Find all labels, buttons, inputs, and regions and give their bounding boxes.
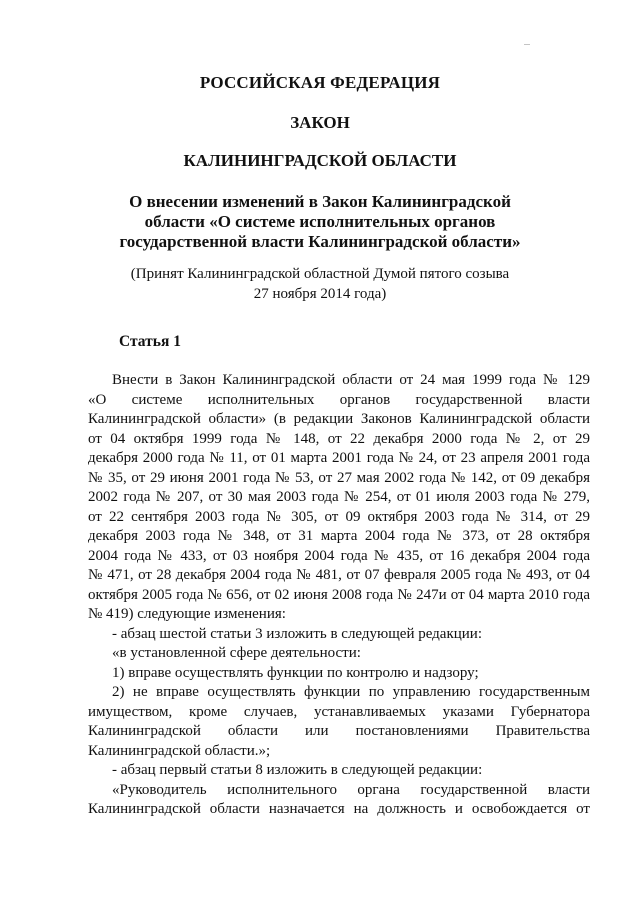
body-line: декабря 2003 года № 348, от 31 марта 2004 года № 373, от 28 октября bbox=[88, 528, 590, 544]
law-title-line: области «О системе исполнительных органов bbox=[144, 212, 496, 231]
scan-mark: ... bbox=[524, 38, 530, 47]
law-title-line: О внесении изменений в Закон Калининградской bbox=[129, 192, 511, 211]
body-line: «О системе исполнительных органов государственной власти bbox=[88, 391, 590, 408]
article-heading: Статья 1 bbox=[119, 333, 181, 350]
law-title-line: государственной власти Калининградской области» bbox=[119, 232, 521, 251]
body-line: октября 2005 года № 656, от 02 июня 2008 года № 247и от 04 марта 2010 года bbox=[88, 586, 590, 603]
body-line: Калининградской области» (в редакции Законов Калининградской области bbox=[88, 411, 590, 427]
body-line: от 22 сентября 2003 года № 305, от 09 октября 2003 года № 314, от 29 bbox=[88, 508, 590, 525]
body-line: № 419) следующие изменения: bbox=[88, 606, 286, 622]
body-line: № 471, от 28 декабря 2004 года № 481, от 07 февраля 2005 года № 493, от 04 bbox=[88, 567, 590, 583]
adoption-note-line: (Принят Калининградской областной Думой пятого созыва bbox=[130, 266, 510, 282]
body-line: 2) не вправе осуществлять функции по управлению государственным bbox=[112, 684, 590, 700]
body-line: № 35, от 29 июня 2001 года № 53, от 27 мая 2002 года № 142, от 09 декабря bbox=[88, 469, 590, 486]
body-line: Калининградской области или постановлениями Правительства bbox=[88, 723, 590, 739]
body-line: - абзац первый статьи 8 изложить в следующей редакции: bbox=[112, 762, 483, 778]
body-line: «Руководитель исполнительного органа государственной власти bbox=[112, 781, 590, 798]
body-line: «в установленной сфере деятельности: bbox=[112, 645, 361, 661]
body-line: 1) вправе осуществлять функции по контролю и надзору; bbox=[112, 664, 479, 681]
adoption-note-line: 27 ноября 2014 года) bbox=[253, 286, 387, 302]
body-line: Калининградской области.»; bbox=[88, 742, 271, 759]
body-line: 2002 года № 207, от 30 мая 2003 года № 254, от 01 июля 2003 года № 279, bbox=[88, 489, 590, 505]
body-line: декабря 2000 года № 11, от 01 марта 2001 года № 24, от 23 апреля 2001 года bbox=[88, 450, 590, 466]
header-region: КАЛИНИНГРАДСКОЙ ОБЛАСТИ bbox=[183, 151, 457, 170]
header-doc-type: ЗАКОН bbox=[290, 113, 350, 132]
body-line: Внести в Закон Калининградской области от 24 мая 1999 года № 129 bbox=[112, 372, 590, 388]
body-line: Калининградской области назначается на должность и освобождается от bbox=[88, 801, 590, 817]
body-line: 2004 года № 433, от 03 ноября 2004 года № 435, от 16 декабря 2004 года bbox=[88, 547, 590, 564]
header-country: РОССИЙСКАЯ ФЕДЕРАЦИЯ bbox=[199, 73, 441, 92]
article-body bbox=[88, 371, 590, 820]
body-line: - абзац шестой статьи 3 изложить в следующей редакции: bbox=[112, 625, 483, 642]
body-line: имуществом, кроме случаев, устанавливаемых указами Губернатора bbox=[88, 703, 590, 720]
body-line: от 04 октября 1999 года № 148, от 22 декабря 2000 года № 2, от 29 bbox=[88, 430, 590, 447]
